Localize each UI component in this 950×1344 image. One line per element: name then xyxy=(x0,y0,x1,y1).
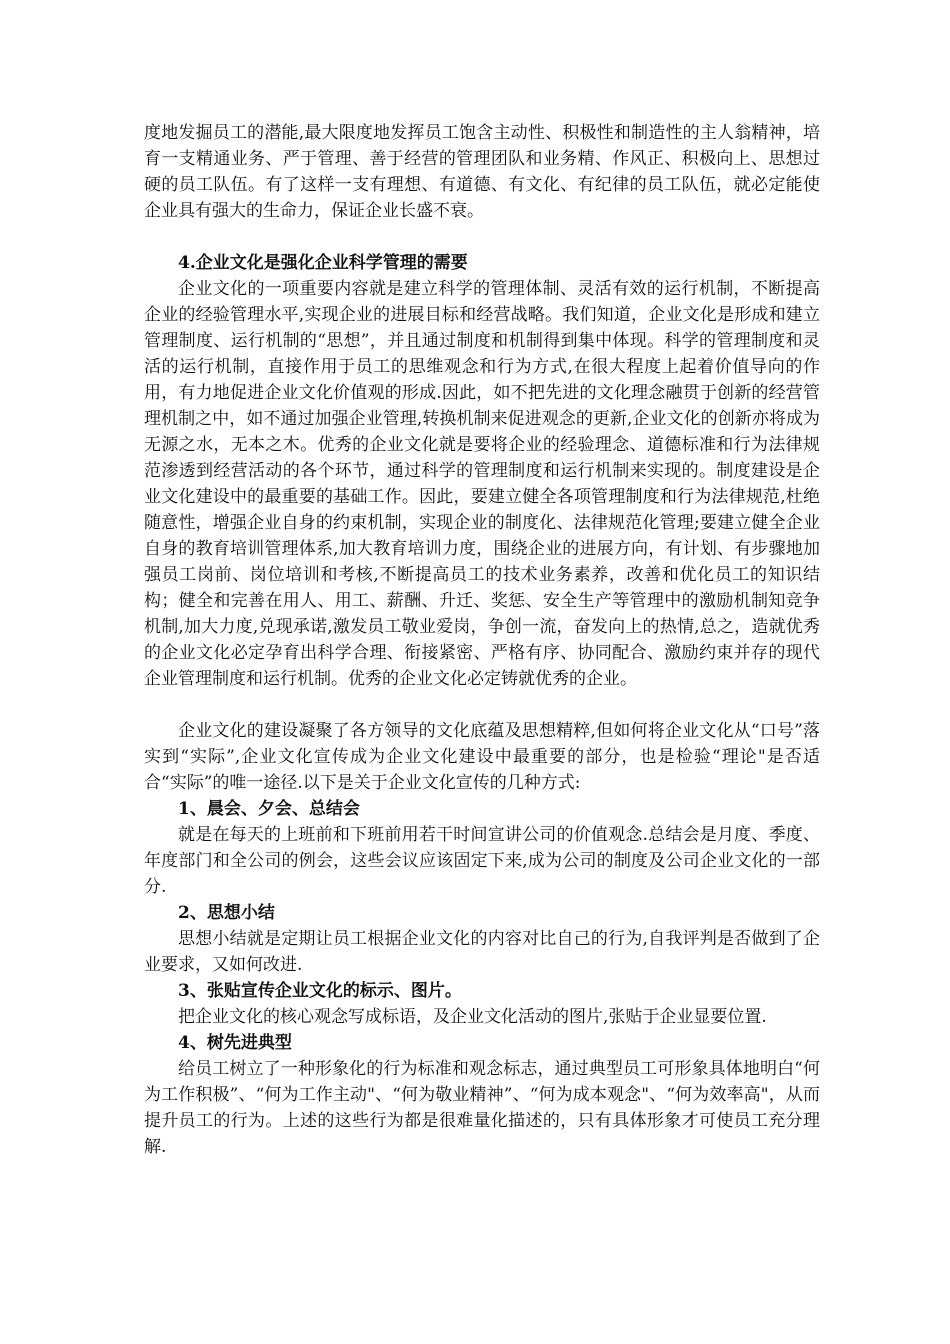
section4-heading: 4.企业文化是强化企业科学管理的需要 xyxy=(178,253,468,273)
method1-heading: 1、晨会、夕会、总结会 xyxy=(178,799,360,819)
method4-body-paragraph: 给员工树立了一种形象化的行为标准和观念标志，通过典型员工可形象具体地明白“何为工作积极”、“何为工作主动"、“何为敬业精神”、“何为成本观念"、“何为效率高"，从而提升员工的行为。上述的这些行为都是很难量化描述的，只有具体形象才可使员工充分理解. xyxy=(144,1059,820,1157)
section4-body-paragraph: 企业文化的一项重要内容就是建立科学的管理体制、灵活有效的运行机制，不断提高企业的经验管理水平,实现企业的进展目标和经营战略。我们知道，企业文化是形成和建立管理制度、运行机制的“思想”，并且通过制度和机制得到集中体现。科学的管理制度和灵活的运行机制，直接作用于员工的思维观念和行为方式,在很大程度上起着价值导向的作用，有力地促进企业文化价值观的形成.因此，如不把先进的文化理念融贯于创新的经营管理机制之中，如不通过加强企业管理,转换机制来促进观念的更新,企业文化的创新亦将成为无源之水，无本之木。优秀的企业文化就是要将企业的经验理念、道德标准和行为法律规范渗透到经营活动的各个环节，通过科学的管理制度和运行机制来实现的。制度建设是企业文化建设中的最重要的基础工作。因此，要建立健全各项管理制度和行为法律规范,杜绝随意性，增强企业自身的约束机制，实现企业的制度化、法律规范化管理;要建立健全企业自身的教育培训管理体系,加大教育培训力度，围绕企业的进展方向，有计划、有步骤地加强员工岗前、岗位培训和考核,不断提高员工的技术业务素养，改善和优化员工的知识结构；健全和完善在用人、用工、薪酬、升迁、奖惩、安全生产等管理中的激励机制知竞争机制,加大力度,兑现承诺,激发员工敬业爱岗，争创一流，奋发向上的热情,总之，造就优秀的企业文化必定孕育出科学合理、衔接紧密、严格有序、协同配合、激励约束并存的现代企业管理制度和运行机制。优秀的企业文化必定铸就优秀的企业。 xyxy=(144,279,820,689)
paragraph-gap xyxy=(144,692,820,718)
method2-body-paragraph: 思想小结就是定期让员工根据企业文化的内容对比自己的行为,自我评判是否做到了企业要求，又如何改进. xyxy=(144,929,820,975)
intro-continuation-paragraph: 度地发掘员工的潜能,最大限度地发挥员工饱含主动性、积极性和制造性的主人翁精神，培育一支精通业务、严于管理、善于经营的管理团队和业务精、作风正、积极向上、思想过硬的员工队伍。有了这样一支有理想、有道德、有文化、有纪律的员工队伍，就必定能使企业具有强大的生命力，保证企业长盛不衰。 xyxy=(144,123,820,221)
paragraph-gap xyxy=(144,224,820,250)
method2-heading: 2、思想小结 xyxy=(178,903,275,923)
method3-body-paragraph: 把企业文化的核心观念写成标语，及企业文化活动的图片,张贴于企业显要位置. xyxy=(178,1007,767,1027)
method1-body-paragraph: 就是在每天的上班前和下班前用若干时间宣讲公司的价值观念.总结会是月度、季度、年度部门和全公司的例会，这些会议应该固定下来,成为公司的制度及公司企业文化的一部分. xyxy=(144,825,820,897)
document-body xyxy=(144,120,820,1160)
method3-heading: 3、张贴宣传企业文化的标示、图片。 xyxy=(178,981,462,1001)
promotion-intro-paragraph: 企业文化的建设凝聚了各方领导的文化底蕴及思想精粹,但如何将企业文化从“口号”落实到“实际”,企业文化宣传成为企业文化建设中最重要的部分，也是检验“理论"是否适合“实际”的唯一途径.以下是关于企业文化宣传的几种方式: xyxy=(144,721,820,793)
method4-heading: 4、树先进典型 xyxy=(178,1033,292,1053)
